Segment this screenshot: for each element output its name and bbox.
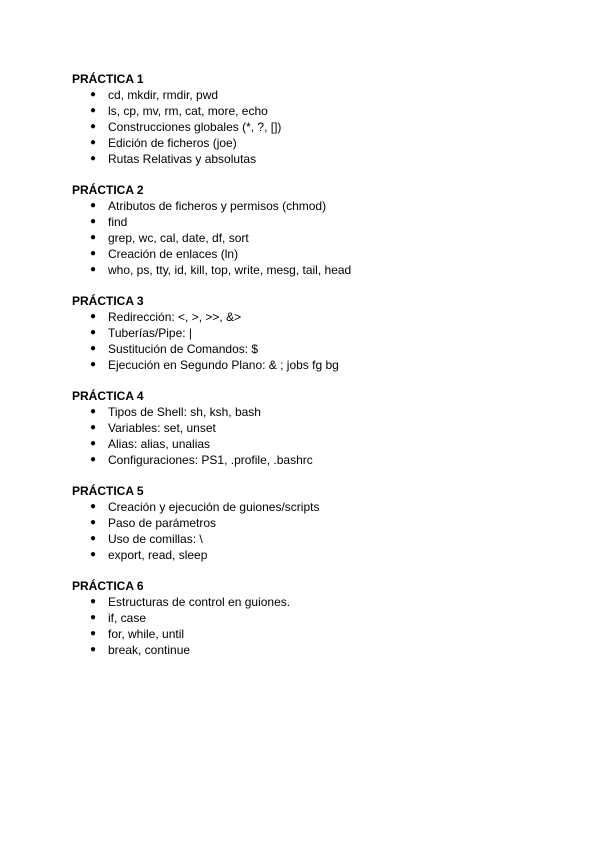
item-text: Uso de comillas: \ (108, 532, 203, 546)
bullet-icon: ● (90, 596, 97, 607)
item-list (72, 309, 552, 373)
list-item (72, 610, 552, 626)
bullet-icon: ● (90, 216, 97, 227)
list-item (72, 246, 552, 262)
section-title: PRÁCTICA 5 (72, 484, 144, 498)
item-list (72, 594, 552, 658)
item-list (72, 404, 552, 468)
item-text: Estructuras de control en guiones. (108, 595, 291, 609)
bullet-icon: ● (90, 406, 97, 417)
list-item (72, 135, 552, 151)
item-text: Creación y ejecución de guiones/scripts (108, 500, 320, 514)
bullet-icon: ● (90, 105, 97, 116)
item-text: Configuraciones: PS1, .profile, .bashrc (108, 453, 313, 467)
bullet-icon: ● (90, 232, 97, 243)
bullet-icon: ● (90, 454, 97, 465)
item-text: if, case (108, 611, 147, 625)
item-list (72, 198, 552, 278)
bullet-icon: ● (90, 438, 97, 449)
list-item (72, 325, 552, 341)
item-text: Atributos de ficheros y permisos (chmod) (108, 199, 327, 213)
section-practica-1 (72, 71, 552, 167)
bullet-icon: ● (90, 121, 97, 132)
item-text: find (108, 215, 128, 229)
list-item (72, 87, 552, 103)
item-text: Construcciones globales (*, ?, []) (108, 120, 282, 134)
item-list (72, 87, 552, 167)
item-text: break, continue (108, 643, 191, 657)
bullet-icon: ● (90, 264, 97, 275)
list-item (72, 594, 552, 610)
bullet-icon: ● (90, 517, 97, 528)
item-text: Tuberías/Pipe: | (108, 326, 193, 340)
list-item (72, 436, 552, 452)
item-text: export, read, sleep (108, 548, 208, 562)
item-text: ls, cp, mv, rm, cat, more, echo (108, 104, 268, 118)
list-item (72, 626, 552, 642)
list-item (72, 262, 552, 278)
item-text: Redirección: <, >, >>, &> (108, 310, 242, 324)
bullet-icon: ● (90, 549, 97, 560)
bullet-icon: ● (90, 628, 97, 639)
bullet-icon: ● (90, 327, 97, 338)
item-text: Edición de ficheros (joe) (108, 136, 237, 150)
list-item (72, 198, 552, 214)
item-text: Creación de enlaces (ln) (108, 247, 239, 261)
list-item (72, 151, 552, 167)
list-item (72, 452, 552, 468)
list-item (72, 341, 552, 357)
bullet-icon: ● (90, 153, 97, 164)
section-title: PRÁCTICA 3 (72, 294, 144, 308)
section-title: PRÁCTICA 2 (72, 183, 144, 197)
item-text: Ejecución en Segundo Plano: & ; jobs fg bg (108, 358, 339, 372)
item-text: Rutas Relativas y absolutas (108, 152, 257, 166)
section-title: PRÁCTICA 4 (72, 389, 144, 403)
list-item (72, 420, 552, 436)
section-practica-6 (72, 578, 552, 658)
item-text: who, ps, tty, id, kill, top, write, mesg, tail, head (108, 263, 352, 277)
item-text: Alias: alias, unalias (108, 437, 211, 451)
bullet-icon: ● (90, 248, 97, 259)
list-item (72, 357, 552, 373)
item-text: Tipos de Shell: sh, ksh, bash (108, 405, 261, 419)
bullet-icon: ● (90, 343, 97, 354)
list-item (72, 531, 552, 547)
item-text: cd, mkdir, rmdir, pwd (108, 88, 219, 102)
section-practica-5 (72, 483, 552, 563)
document-page (72, 71, 552, 673)
list-item (72, 214, 552, 230)
bullet-icon: ● (90, 359, 97, 370)
list-item (72, 230, 552, 246)
list-item (72, 103, 552, 119)
item-text: grep, wc, cal, date, df, sort (108, 231, 249, 245)
bullet-icon: ● (90, 612, 97, 623)
bullet-icon: ● (90, 644, 97, 655)
section-title: PRÁCTICA 6 (72, 579, 144, 593)
item-text: for, while, until (108, 627, 185, 641)
bullet-icon: ● (90, 501, 97, 512)
list-item (72, 309, 552, 325)
item-list (72, 499, 552, 563)
section-practica-3 (72, 293, 552, 373)
bullet-icon: ● (90, 311, 97, 322)
list-item (72, 547, 552, 563)
list-item (72, 499, 552, 515)
item-text: Variables: set, unset (108, 421, 216, 435)
list-item (72, 515, 552, 531)
section-practica-2 (72, 182, 552, 278)
bullet-icon: ● (90, 533, 97, 544)
section-title: PRÁCTICA 1 (72, 72, 144, 86)
list-item (72, 642, 552, 658)
bullet-icon: ● (90, 137, 97, 148)
bullet-icon: ● (90, 89, 97, 100)
item-text: Paso de parámetros (108, 516, 217, 530)
list-item (72, 119, 552, 135)
bullet-icon: ● (90, 200, 97, 211)
item-text: Sustitución de Comandos: $ (108, 342, 259, 356)
section-practica-4 (72, 388, 552, 468)
list-item (72, 404, 552, 420)
bullet-icon: ● (90, 422, 97, 433)
